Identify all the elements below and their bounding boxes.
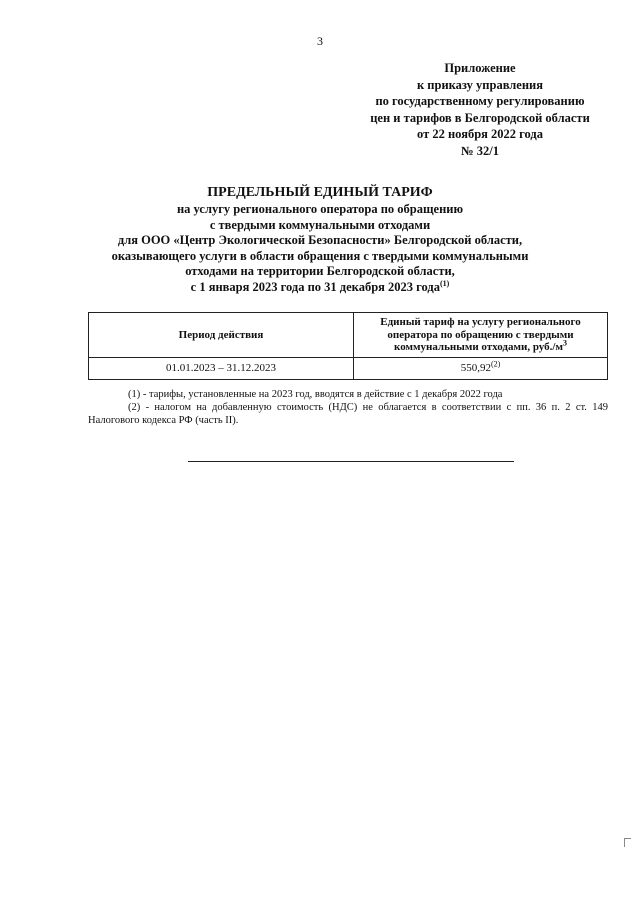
title-period-footnote: (1) (439, 278, 450, 288)
appendix-line: от 22 ноября 2022 года (417, 127, 543, 141)
header-period: Период действия (89, 313, 354, 358)
document-title (0, 184, 640, 295)
footnote-2: (2) - налогом на добавленную стоимость (НДС) не облагается в соответствии с пп. 36 п. 2 ст. 149 Налогового кодекса РФ (часть II). (88, 402, 608, 426)
title-line: оказывающего услуги в области обращения с твердыми коммунальными (111, 248, 529, 263)
title-line: с твердыми коммунальными отходами (209, 217, 431, 232)
page-number: 3 (317, 34, 323, 48)
scan-edge-mark (624, 838, 631, 847)
appendix-line: цен и тарифов в Белгородской области (370, 110, 590, 125)
closing-rule-divider (188, 461, 514, 462)
title-line: на услугу регионального оператора по обращению (176, 202, 464, 216)
title-period-text: с 1 января 2023 года по 31 декабря 2023 года (190, 279, 440, 294)
appendix-header (350, 60, 610, 159)
title-line: отходами на территории Белгородской области, (185, 264, 455, 278)
header-tariff-text: Единый тариф на услугу регионального оператора по обращению с твердыми коммунальными отходами, руб./м (380, 316, 581, 353)
table-row (89, 357, 608, 379)
title-main: ПРЕДЕЛЬНЫЙ ЕДИНЫЙ ТАРИФ (207, 185, 433, 200)
tariff-table (88, 312, 608, 380)
header-tariff (354, 313, 608, 358)
cell-tariff (354, 357, 608, 379)
cell-tariff-footnote: (2) (490, 359, 501, 369)
appendix-line: по государственному регулированию (375, 94, 585, 108)
title-period-line (0, 280, 640, 296)
title-line: для ООО «Центр Экологической Безопасности» Белгородской области, (117, 233, 523, 247)
footnote-1: (1) - тарифы, установленные на 2023 год, вводятся в действие с 1 декабря 2022 года (128, 389, 503, 400)
header-tariff-superscript: 3 (562, 338, 567, 348)
appendix-line: № 32/1 (461, 143, 499, 158)
footnotes (88, 388, 608, 427)
appendix-line: к приказу управления (416, 77, 544, 92)
table-header-row (89, 313, 608, 358)
appendix-line: Приложение (444, 61, 516, 75)
cell-period: 01.01.2023 – 31.12.2023 (89, 357, 354, 379)
cell-tariff-value: 550,92 (460, 362, 491, 374)
